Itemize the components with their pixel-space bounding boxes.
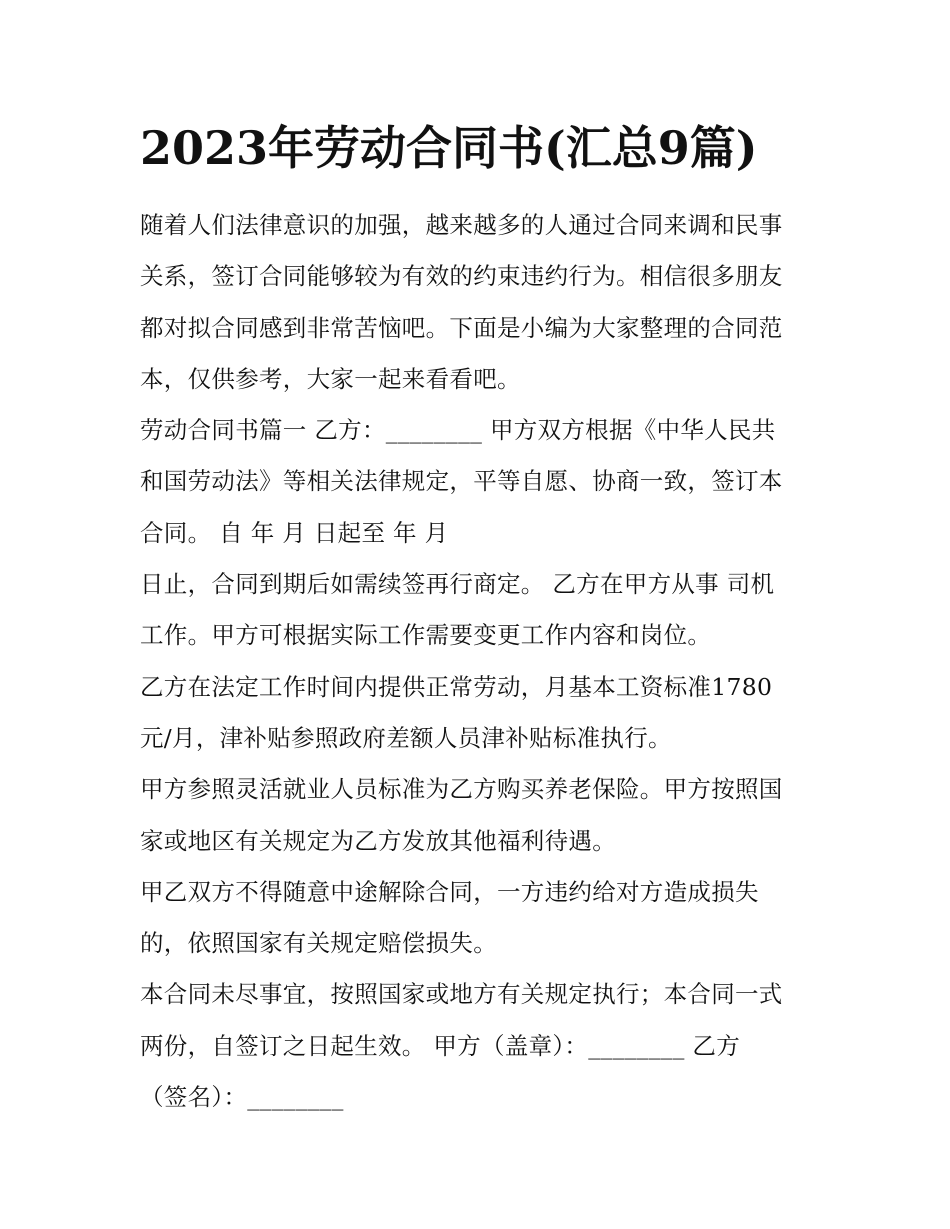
body-line: 本，仅供参考，大家一起来看看吧。 — [140, 364, 521, 393]
body-line: 关系，签订合同能够较为有效的约束违约行为。相信很多朋友 — [140, 262, 783, 291]
body-line: 本合同未尽事宜，按照国家或地方有关规定执行；本合同一式 — [140, 980, 783, 1009]
body-line: 合同。 自 年 月 日起至 年 月 — [140, 518, 449, 547]
body-line: 元/月，津补贴参照政府差额人员津补贴标准执行。 — [140, 723, 672, 752]
body-line: 甲方参照灵活就业人员标准为乙方购买养老保险。甲方按照国 — [140, 775, 783, 804]
body-line: 随着人们法律意识的加强，越来越多的人通过合同来调和民事 — [140, 211, 783, 239]
body-line: 家或地区有关规定为乙方发放其他福利待遇。 — [140, 826, 616, 855]
document-body — [140, 200, 830, 1123]
body-line: 甲乙双方不得随意中途解除合同，一方违约给对方造成损失 — [140, 877, 759, 906]
body-line: 日止，合同到期后如需续签再行商定。 乙方在甲方从事 司机 — [140, 570, 775, 599]
body-line: 劳动合同书篇一 乙方：________ 甲方双方根据《中华人民共 — [140, 416, 776, 445]
body-line: 工作。甲方可根据实际工作需要变更工作内容和岗位。 — [140, 621, 712, 650]
body-line: 乙方在法定工作时间内提供正常劳动，月基本工资标准1780 — [140, 672, 773, 701]
document-page — [140, 110, 830, 1123]
body-line: 和国劳动法》等相关法律规定，平等自愿、协商一致，签订本 — [140, 467, 783, 496]
document-title: 2023年劳动合同书(汇总9篇) — [140, 121, 758, 175]
body-line: 两份，自签订之日起生效。 甲方（盖章）：________ 乙方 — [140, 1031, 740, 1060]
body-line: 的，依照国家有关规定赔偿损失。 — [140, 929, 497, 958]
body-line: 都对拟合同感到非常苦恼吧。下面是小编为大家整理的合同范 — [140, 313, 783, 342]
body-line: （签名）：________ — [140, 1083, 344, 1112]
